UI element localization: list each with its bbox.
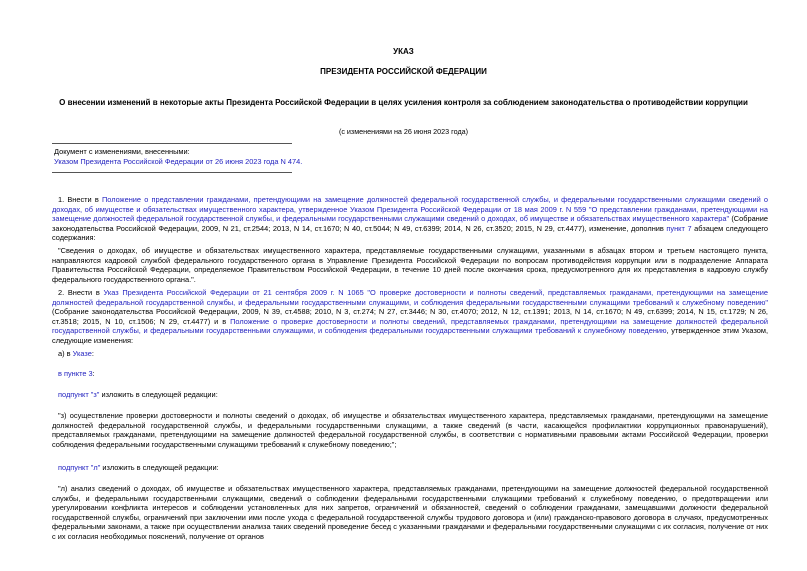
item-subpoint-z (52, 390, 768, 400)
item-point-3 (52, 369, 768, 379)
amendment-link[interactable]: Указом Президента Российской Федерации от 26 июня 2023 года N 474. (54, 157, 303, 166)
item-a-colon: : (91, 349, 94, 358)
decree-subject: О внесении изменений в некоторые акты Президента Российской Федерации в целях усиления контроля за соблюдением законодательства о противодействии коррупции (59, 98, 748, 107)
p2-text-2: (Собрание законодательства Российской Федерации, 2009, N 39, ст.4588; 2010, N 3, ст.274; N 27, ст.3446; N 30, ст.4070; 2012, N 12, ст.1391; 2013, N 14, ст.1670; N 49, ст.6399; 2014, N 15, ст.1729; N 26, ст.3518; 2015, N 10, ст.1506; N 29, ст.4477) и в (52, 307, 768, 326)
decree-issuer: ПРЕЗИДЕНТА РОССИЙСКОЙ ФЕДЕРАЦИИ (320, 67, 487, 76)
decree-title: УКАЗ (393, 47, 414, 56)
subpoint-z-text: изложить в следующей редакции: (99, 390, 218, 399)
p1-link-point7[interactable]: пункт 7 (666, 223, 692, 233)
p1-text-2: (Собрание законодательства Российской Федерации, 2009, N 21, ст.2544; 2013, N 14, ст.1670; N 40, ст.5044; N 49, ст.6399; 2014, N 26, ст.3520; 2015, N 29, ст.4477), изменение, дополнив (52, 214, 768, 233)
item-a-text: а) в (58, 349, 73, 358)
point-3-colon: : (92, 369, 95, 378)
p1-text-1: 1. Внести в (58, 195, 102, 204)
p1-text-3: абзацем следующего содержания: (52, 223, 768, 243)
paragraph-1 (52, 195, 768, 243)
item-subpoint-l (52, 463, 768, 473)
quote-3: "л) анализ сведений о доходах, об имуществе и обязательствах имущественного характера, представляемых гражданами, претендующими на замещение должностей федеральной государственной службы, и федеральными государственными служащими, сведений о соблюдении федеральными государственными служащими требований к служебному поведению, о предотвращении или урегулировании конфликта интересов и соблюдении установленных для них запретов, ограничений и обязанностей, сведений о соблюдении гражданами, замещавшими должности федеральной государственной службы, ограничений при заключении ими после ухода с федеральной государственной службы трудового договора и (или) гражданско-правового договора в случаях, предусмотренных федеральными законами, а также при осуществлении анализа таких сведений проведение бесед с указанными гражданами и федеральными государственными служащими с их согласия, получение от них с их согласия необходимых пояснений, получение от органов (52, 484, 768, 541)
p2-link-decree[interactable]: Указ Президента Российской Федерации от 21 сентября 2009 г. N 1065 "О проверке достоверности и полноты сведений, представляемых гражданами, претендующими на замещение должностей федеральной государственной службы, и федеральными государственными служащими, и соблюдения федеральными государственными служащими требований к служебному поведению" (52, 288, 768, 307)
p2-link-regulation[interactable]: Положение о проверке достоверности и полноты сведений, представляемых гражданами, претендующими на замещение должностей федеральной государственной службы, и федеральными государственными служащими, и соблюдения федеральными государственными служащими требований к служебному поведению (52, 316, 769, 336)
item-a (52, 349, 768, 359)
quote-1: "Сведения о доходах, об имуществе и обязательствах имущественного характера, представляемые государственными служащими, указанными в абзацах втором и третьем настоящего пункта, направляются кадровой службой федерального государственного органа в Управление Президента Российской Федерации по вопросам противодействия коррупции или в подразделение Аппарата Правительства Российской Федерации, определяемое Правительством Российской Федерации, в течение 10 дней после окончания срока, предусмотренного для их представления в кадровую службу федерального государственного органа.". (52, 246, 768, 284)
divider-top (52, 143, 292, 144)
amendments-label: Документ с изменениями, внесенными: (54, 147, 190, 156)
divider-bottom (52, 172, 292, 173)
link-subpoint-z[interactable]: подпункт "з" (58, 390, 100, 399)
subpoint-l-text: изложить в следующей редакции: (100, 463, 219, 472)
quote-2: "з) осуществление проверки достоверности и полноты сведений о доходах, об имуществе и обязательствах имущественного характера, представляемых гражданами, претендующими на замещение должностей федеральной государственной службы, и федеральными государственными служащими, а также сведений (в части, касающейся профилактики коррупционных правонарушений), представляемых гражданами, претендующими на замещение должностей федеральной государственной службы, в соответствии с нормативными правовыми актами Российской Федерации, проверки соблюдения федеральными государственными служащими требований к служебному поведению;"; (52, 411, 768, 449)
p2-text-1: 2. Внести в (58, 288, 104, 297)
paragraph-2 (52, 288, 768, 346)
p1-link-regulation[interactable]: Положение о представлении гражданами, претендующими на замещение должностей федеральной государственной службы, и федеральными государственными служащими сведений о доходах, об имуществе и обязательствах имущественного характера, утвержденное Указом Президента Российской Федерации от 18 мая 2009 г. N 559 "О представлении гражданами, претендующими на замещение должностей федеральной государственной службы, и федеральными государственными служащими сведений о доходах, об имуществе и обязательствах имущественного характера" (52, 195, 768, 224)
edition-note: (с изменениями на 26 июня 2023 года) (338, 127, 469, 136)
link-point-3[interactable]: в пункте 3 (58, 369, 93, 378)
item-a-link-decree[interactable]: Указе (72, 349, 92, 358)
p2-text-3: , утвержденное этим Указом, следующие изменения: (52, 326, 768, 345)
link-subpoint-l[interactable]: подпункт "л" (58, 463, 101, 472)
